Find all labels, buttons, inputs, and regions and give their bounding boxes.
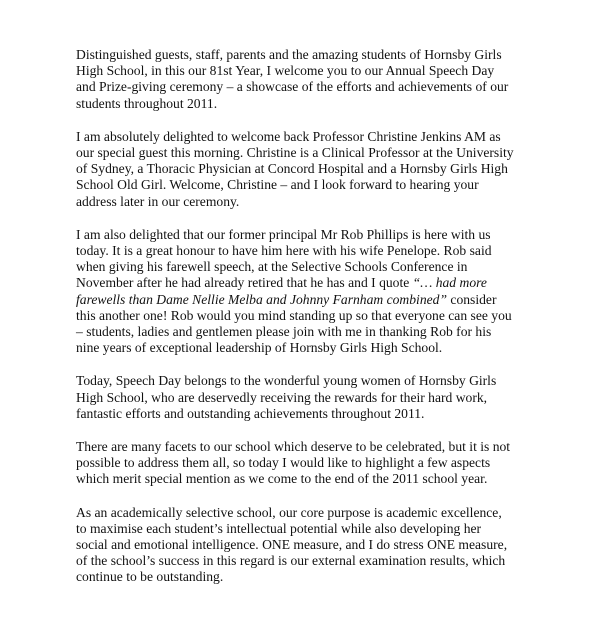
text-line: fantastic efforts and outstanding achievements throughout 2011. <box>76 405 425 421</box>
text-line: students throughout 2011. <box>76 95 218 111</box>
text-line: address later in our ceremony. <box>76 193 240 209</box>
text-line: possible to address them all, so today I would like to highlight a few aspects <box>76 455 491 471</box>
text-line-with-quote <box>76 275 566 291</box>
text-line: – students, ladies and gentlemen please join with me in thanking Rob for his <box>76 324 492 340</box>
text-line: continue to be outstanding. <box>76 569 224 585</box>
paragraph-speech-day <box>76 373 566 422</box>
text-line: Today, Speech Day belongs to the wonderful young women of Hornsby Girls <box>76 373 497 389</box>
text-line: which merit special mention as we come to the end of the 2011 school year. <box>76 471 488 487</box>
text-line: of the school’s success in this regard is our external examination results, which <box>76 553 506 569</box>
text-line-with-quote <box>76 292 566 308</box>
text-line: nine years of exceptional leadership of Hornsby Girls High School. <box>76 340 443 356</box>
text-line: when giving his farewell speech, at the Selective Schools Conference in <box>76 259 468 275</box>
text-line: today. It is a great honour to have him here with his wife Penelope. Rob said <box>76 243 492 259</box>
text-line: and Prize-giving ceremony – a showcase of the efforts and achievements of our <box>76 79 509 95</box>
text-segment: consider <box>447 291 497 307</box>
text-line: of Sydney, a Thoracic Physician at Concord Hospital and a Hornsby Girls High <box>76 161 508 177</box>
quote-end: farewells than Dame Nellie Melba and Johnny Farnham combined” <box>76 291 448 307</box>
text-line: this another one! Rob would you mind standing up so that everyone can see you <box>76 307 512 323</box>
text-line: High School, in this our 81st Year, I welcome you to our Annual Speech Day <box>76 63 495 79</box>
paragraph-academic <box>76 505 566 586</box>
speech-text <box>76 47 566 586</box>
text-line: social and emotional intelligence. ONE measure, and I do stress ONE measure, <box>76 537 508 553</box>
text-line: There are many facets to our school which deserve to be celebrated, but it is not <box>76 439 511 455</box>
text-line: I am also delighted that our former principal Mr Rob Phillips is here with us <box>76 226 491 242</box>
text-line: School Old Girl. Welcome, Christine – and I look forward to hearing your <box>76 177 479 193</box>
paragraph-facets <box>76 439 566 488</box>
text-line: our special guest this morning. Christine is a Clinical Professor at the University <box>76 145 514 161</box>
paragraph-guest <box>76 129 566 210</box>
quote-start: “… had more <box>412 275 487 291</box>
paragraph-welcome <box>76 47 566 112</box>
text-line: As an academically selective school, our core purpose is academic excellence, <box>76 504 502 520</box>
text-line: Distinguished guests, staff, parents and the amazing students of Hornsby Girls <box>76 47 502 62</box>
text-line: High School, who are deservedly receiving the rewards for their hard work, <box>76 389 488 405</box>
paragraph-former-principal <box>76 227 566 357</box>
text-line: to maximise each student’s intellectual potential while also developing her <box>76 520 482 536</box>
text-line: I am absolutely delighted to welcome back Professor Christine Jenkins AM as <box>76 128 501 144</box>
text-segment: November after he had already retired that he has and I quote <box>76 275 413 291</box>
